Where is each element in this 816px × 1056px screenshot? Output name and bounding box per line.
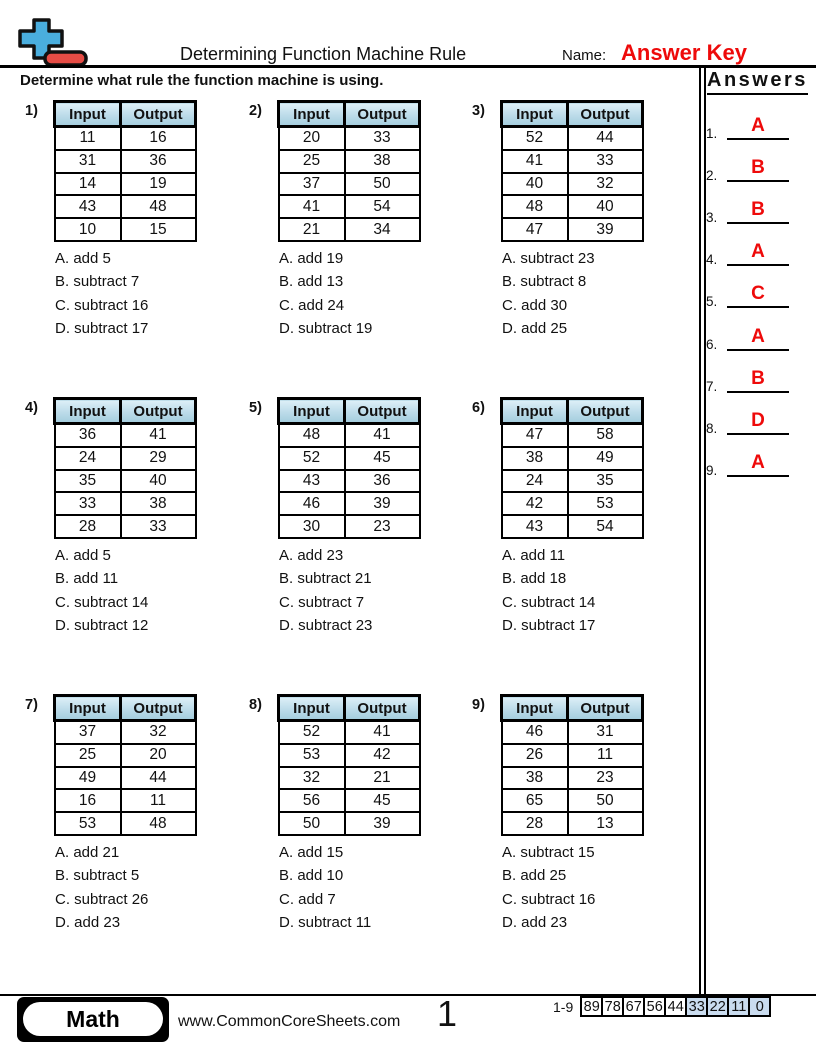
answer-letter: A bbox=[751, 241, 765, 263]
input-value: 53 bbox=[55, 812, 121, 835]
choice-option: A. add 5 bbox=[55, 249, 111, 267]
input-value: 48 bbox=[502, 195, 568, 218]
choice-option: D. subtract 19 bbox=[279, 319, 373, 337]
output-value: 39 bbox=[345, 812, 420, 835]
table-row bbox=[279, 744, 420, 767]
input-column-header: Input bbox=[502, 102, 568, 127]
problem-4 bbox=[25, 397, 245, 640]
score-cell: 56 bbox=[643, 996, 666, 1017]
choice-option: D. add 25 bbox=[502, 319, 568, 337]
output-value: 50 bbox=[568, 789, 643, 812]
input-value: 14 bbox=[55, 173, 121, 196]
choice-option: B. add 10 bbox=[279, 867, 344, 885]
choice-option: B. subtract 5 bbox=[55, 867, 140, 885]
input-value: 41 bbox=[279, 195, 345, 218]
choice-list bbox=[55, 250, 245, 343]
output-value: 53 bbox=[568, 492, 643, 515]
score-cell: 44 bbox=[664, 996, 687, 1017]
input-value: 24 bbox=[55, 447, 121, 470]
input-value: 32 bbox=[279, 767, 345, 790]
table-row bbox=[279, 424, 420, 447]
table-row bbox=[502, 173, 643, 196]
choice-list bbox=[279, 547, 469, 640]
input-output-table bbox=[277, 397, 421, 539]
table-row bbox=[279, 789, 420, 812]
table-row bbox=[279, 492, 420, 515]
answer-blank-line bbox=[727, 306, 789, 308]
input-value: 24 bbox=[502, 470, 568, 493]
choice-option: D. subtract 12 bbox=[55, 616, 149, 634]
answer-letter: A bbox=[751, 325, 765, 347]
table-row bbox=[279, 812, 420, 835]
instruction-text: Determine what rule the function machine is using. bbox=[20, 72, 384, 89]
answer-item bbox=[703, 228, 798, 268]
problem-2 bbox=[249, 100, 469, 343]
subject-badge-pill bbox=[23, 1002, 163, 1036]
choice-option: C. add 30 bbox=[502, 296, 568, 314]
output-value: 54 bbox=[568, 515, 643, 538]
table-row bbox=[502, 195, 643, 218]
choice-option: D. subtract 11 bbox=[279, 913, 372, 931]
table-header-row bbox=[502, 696, 643, 721]
choice-option: A. add 19 bbox=[279, 249, 344, 267]
output-value: 36 bbox=[121, 150, 196, 173]
input-value: 56 bbox=[279, 789, 345, 812]
answer-item bbox=[703, 270, 798, 310]
answer-item bbox=[703, 355, 798, 395]
answer-item-number: 8. bbox=[706, 420, 718, 436]
table-row bbox=[502, 812, 643, 835]
table-row bbox=[55, 424, 196, 447]
choice-list bbox=[502, 844, 692, 937]
choice-option: A. add 5 bbox=[55, 546, 111, 564]
input-column-header: Input bbox=[279, 399, 345, 424]
problem-number: 7) bbox=[25, 697, 38, 713]
input-value: 26 bbox=[502, 744, 568, 767]
output-value: 36 bbox=[345, 470, 420, 493]
output-value: 20 bbox=[121, 744, 196, 767]
answer-blank-line bbox=[727, 138, 789, 140]
answer-item-number: 6. bbox=[706, 336, 718, 352]
score-cell: 78 bbox=[601, 996, 624, 1017]
answer-letter: C bbox=[751, 283, 765, 305]
table-row bbox=[279, 150, 420, 173]
answer-item-number: 3. bbox=[706, 210, 718, 226]
answer-blank-line bbox=[727, 264, 789, 266]
answer-item-number: 4. bbox=[706, 252, 718, 268]
answer-letter: A bbox=[751, 451, 765, 473]
input-value: 36 bbox=[55, 424, 121, 447]
answer-item bbox=[703, 102, 798, 142]
score-strip bbox=[553, 996, 771, 1017]
problem-number: 3) bbox=[472, 103, 485, 119]
score-cell: 67 bbox=[622, 996, 645, 1017]
input-value: 30 bbox=[279, 515, 345, 538]
table-row bbox=[55, 721, 196, 744]
output-value: 48 bbox=[121, 195, 196, 218]
input-value: 16 bbox=[55, 789, 121, 812]
score-cells bbox=[582, 996, 771, 1017]
choice-option: A. subtract 15 bbox=[502, 843, 595, 861]
input-value: 46 bbox=[279, 492, 345, 515]
table-row bbox=[279, 195, 420, 218]
table-row bbox=[279, 447, 420, 470]
choice-option: B. subtract 8 bbox=[502, 273, 587, 291]
table-row bbox=[502, 789, 643, 812]
page-title: Determining Function Machine Rule bbox=[180, 44, 467, 64]
problem-8 bbox=[249, 694, 469, 937]
input-value: 49 bbox=[55, 767, 121, 790]
answer-item bbox=[703, 439, 798, 479]
problem-5 bbox=[249, 397, 469, 640]
choice-option: B. add 25 bbox=[502, 867, 567, 885]
output-value: 34 bbox=[345, 218, 420, 241]
score-cell: 11 bbox=[727, 996, 750, 1017]
output-value: 45 bbox=[345, 447, 420, 470]
input-value: 53 bbox=[279, 744, 345, 767]
choice-option: D. add 23 bbox=[55, 913, 121, 931]
choice-option: C. subtract 16 bbox=[502, 890, 596, 908]
output-value: 41 bbox=[121, 424, 196, 447]
table-row bbox=[502, 218, 643, 241]
problem-9 bbox=[472, 694, 692, 937]
choice-option: B. add 13 bbox=[279, 273, 344, 291]
choice-option: B. add 18 bbox=[502, 570, 567, 588]
output-value: 21 bbox=[345, 767, 420, 790]
input-value: 20 bbox=[279, 127, 345, 150]
input-value: 28 bbox=[55, 515, 121, 538]
problem-3 bbox=[472, 100, 692, 343]
input-column-header: Input bbox=[502, 399, 568, 424]
plus-minus-icon bbox=[18, 18, 94, 70]
score-range-label: 1-9 bbox=[553, 998, 574, 1015]
table-row bbox=[55, 173, 196, 196]
answer-blank-line bbox=[727, 349, 789, 351]
table-row bbox=[55, 492, 196, 515]
table-row bbox=[279, 721, 420, 744]
answer-item bbox=[703, 144, 798, 184]
answer-item-number: 7. bbox=[706, 378, 718, 394]
input-column-header: Input bbox=[55, 696, 121, 721]
table-row bbox=[502, 744, 643, 767]
output-value: 44 bbox=[121, 767, 196, 790]
answer-letter: D bbox=[751, 409, 765, 431]
output-value: 58 bbox=[568, 424, 643, 447]
problem-number: 4) bbox=[25, 400, 38, 416]
problem-7 bbox=[25, 694, 245, 937]
choice-option: D. subtract 17 bbox=[502, 616, 596, 634]
input-value: 37 bbox=[55, 721, 121, 744]
choice-option: C. subtract 7 bbox=[279, 593, 365, 611]
output-value: 11 bbox=[121, 789, 196, 812]
input-value: 38 bbox=[502, 447, 568, 470]
output-value: 13 bbox=[568, 812, 643, 835]
output-column-header: Output bbox=[121, 102, 196, 127]
problem-number: 5) bbox=[249, 400, 262, 416]
problem-number: 2) bbox=[249, 103, 262, 119]
input-value: 50 bbox=[279, 812, 345, 835]
answer-item-number: 1. bbox=[706, 126, 718, 141]
table-row bbox=[502, 127, 643, 150]
table-row bbox=[502, 424, 643, 447]
score-cell: 33 bbox=[685, 996, 708, 1017]
input-output-table bbox=[500, 100, 644, 242]
output-value: 39 bbox=[568, 218, 643, 241]
table-row bbox=[55, 789, 196, 812]
answer-letter: B bbox=[751, 157, 765, 179]
output-value: 45 bbox=[345, 789, 420, 812]
table-header-row bbox=[279, 102, 420, 127]
answer-item-number: 2. bbox=[706, 168, 718, 184]
input-column-header: Input bbox=[55, 399, 121, 424]
header-divider-line bbox=[0, 65, 816, 68]
answer-item bbox=[703, 313, 798, 353]
choice-option: B. subtract 21 bbox=[279, 570, 372, 588]
output-value: 11 bbox=[568, 744, 643, 767]
answer-item-number: 5. bbox=[706, 294, 718, 310]
output-value: 33 bbox=[568, 150, 643, 173]
choice-option: A. add 21 bbox=[55, 843, 120, 861]
input-output-table bbox=[53, 100, 197, 242]
output-value: 54 bbox=[345, 195, 420, 218]
answer-letter: A bbox=[751, 115, 765, 136]
input-output-table bbox=[53, 397, 197, 539]
table-row bbox=[55, 127, 196, 150]
website-url: www.CommonCoreSheets.com bbox=[178, 1013, 401, 1030]
input-value: 43 bbox=[279, 470, 345, 493]
table-row bbox=[502, 470, 643, 493]
output-value: 33 bbox=[121, 515, 196, 538]
score-cell: 22 bbox=[706, 996, 729, 1017]
choice-option: B. add 11 bbox=[55, 570, 119, 588]
table-row bbox=[55, 447, 196, 470]
table-header-row bbox=[55, 399, 196, 424]
choice-option: C. subtract 14 bbox=[502, 593, 596, 611]
input-value: 47 bbox=[502, 218, 568, 241]
input-value: 46 bbox=[502, 721, 568, 744]
answer-blank-line bbox=[727, 391, 789, 393]
table-row bbox=[55, 195, 196, 218]
input-value: 33 bbox=[55, 492, 121, 515]
choice-list bbox=[502, 250, 692, 343]
output-value: 23 bbox=[345, 515, 420, 538]
table-row bbox=[279, 173, 420, 196]
output-value: 49 bbox=[568, 447, 643, 470]
input-output-table bbox=[53, 694, 197, 836]
answer-blank-line bbox=[727, 222, 789, 224]
problem-number: 1) bbox=[25, 103, 38, 119]
output-column-header: Output bbox=[345, 399, 420, 424]
output-value: 29 bbox=[121, 447, 196, 470]
choice-option: A. add 23 bbox=[279, 546, 344, 564]
output-value: 15 bbox=[121, 218, 196, 241]
output-value: 50 bbox=[345, 173, 420, 196]
input-column-header: Input bbox=[279, 696, 345, 721]
choice-list bbox=[55, 844, 245, 937]
table-row bbox=[55, 767, 196, 790]
input-value: 43 bbox=[502, 515, 568, 538]
output-value: 38 bbox=[121, 492, 196, 515]
input-value: 25 bbox=[279, 150, 345, 173]
output-column-header: Output bbox=[121, 399, 196, 424]
output-column-header: Output bbox=[121, 696, 196, 721]
output-value: 23 bbox=[568, 767, 643, 790]
input-value: 52 bbox=[279, 447, 345, 470]
output-column-header: Output bbox=[568, 399, 643, 424]
input-value: 48 bbox=[279, 424, 345, 447]
table-row bbox=[502, 447, 643, 470]
input-output-table bbox=[277, 694, 421, 836]
answer-item bbox=[703, 397, 798, 437]
output-value: 41 bbox=[345, 424, 420, 447]
output-value: 31 bbox=[568, 721, 643, 744]
output-value: 44 bbox=[568, 127, 643, 150]
input-output-table bbox=[500, 397, 644, 539]
output-value: 38 bbox=[345, 150, 420, 173]
output-value: 16 bbox=[121, 127, 196, 150]
table-row bbox=[279, 767, 420, 790]
table-row bbox=[279, 470, 420, 493]
input-value: 28 bbox=[502, 812, 568, 835]
output-column-header: Output bbox=[568, 102, 643, 127]
output-column-header: Output bbox=[345, 102, 420, 127]
input-value: 38 bbox=[502, 767, 568, 790]
choice-option: A. add 11 bbox=[502, 546, 566, 564]
choice-list bbox=[55, 547, 245, 640]
choice-option: C. subtract 14 bbox=[55, 593, 149, 611]
choice-option: D. add 23 bbox=[502, 913, 568, 931]
table-row bbox=[279, 127, 420, 150]
choice-option: A. subtract 23 bbox=[502, 249, 595, 267]
output-column-header: Output bbox=[345, 696, 420, 721]
output-value: 19 bbox=[121, 173, 196, 196]
subject-label: Math bbox=[66, 1005, 120, 1032]
answers-panel-title: Answers bbox=[707, 69, 808, 95]
choice-option: B. subtract 7 bbox=[55, 273, 140, 291]
name-label: Name: bbox=[562, 47, 607, 64]
output-value: 41 bbox=[345, 721, 420, 744]
output-value: 32 bbox=[568, 173, 643, 196]
table-row bbox=[502, 721, 643, 744]
problem-number: 8) bbox=[249, 697, 262, 713]
table-header-row bbox=[502, 102, 643, 127]
choice-list bbox=[279, 844, 469, 937]
answer-letter: B bbox=[751, 199, 765, 221]
input-value: 52 bbox=[502, 127, 568, 150]
table-row bbox=[502, 767, 643, 790]
input-output-table bbox=[500, 694, 644, 836]
table-header-row bbox=[55, 696, 196, 721]
problem-6 bbox=[472, 397, 692, 640]
table-row bbox=[502, 150, 643, 173]
output-value: 39 bbox=[345, 492, 420, 515]
table-row bbox=[55, 812, 196, 835]
table-row bbox=[279, 515, 420, 538]
table-row bbox=[55, 515, 196, 538]
input-column-header: Input bbox=[502, 696, 568, 721]
input-value: 31 bbox=[55, 150, 121, 173]
input-value: 43 bbox=[55, 195, 121, 218]
input-value: 21 bbox=[279, 218, 345, 241]
input-value: 37 bbox=[279, 173, 345, 196]
input-value: 10 bbox=[55, 218, 121, 241]
answer-blank-line bbox=[727, 433, 789, 435]
output-value: 40 bbox=[121, 470, 196, 493]
choice-list bbox=[502, 547, 692, 640]
answer-blank-line bbox=[727, 475, 789, 477]
score-cell: 0 bbox=[748, 996, 771, 1017]
table-row bbox=[502, 515, 643, 538]
choice-option: C. subtract 16 bbox=[55, 296, 149, 314]
choice-option: D. subtract 23 bbox=[279, 616, 373, 634]
choice-option: A. add 15 bbox=[279, 843, 344, 861]
table-row bbox=[55, 150, 196, 173]
input-value: 52 bbox=[279, 721, 345, 744]
table-header-row bbox=[279, 696, 420, 721]
choice-list bbox=[279, 250, 469, 343]
output-value: 35 bbox=[568, 470, 643, 493]
input-value: 35 bbox=[55, 470, 121, 493]
input-output-table bbox=[277, 100, 421, 242]
input-value: 40 bbox=[502, 173, 568, 196]
choice-option: C. add 24 bbox=[279, 296, 345, 314]
input-value: 25 bbox=[55, 744, 121, 767]
output-value: 33 bbox=[345, 127, 420, 150]
answer-letter: B bbox=[751, 367, 765, 389]
output-value: 42 bbox=[345, 744, 420, 767]
problem-number: 6) bbox=[472, 400, 485, 416]
table-row bbox=[279, 218, 420, 241]
name-value-answer-key: Answer Key bbox=[621, 40, 747, 65]
table-header-row bbox=[502, 399, 643, 424]
output-value: 40 bbox=[568, 195, 643, 218]
choice-option: D. subtract 17 bbox=[55, 319, 149, 337]
input-value: 42 bbox=[502, 492, 568, 515]
table-row bbox=[502, 492, 643, 515]
input-column-header: Input bbox=[279, 102, 345, 127]
input-value: 65 bbox=[502, 789, 568, 812]
choice-option: C. subtract 26 bbox=[55, 890, 149, 908]
output-value: 32 bbox=[121, 721, 196, 744]
input-value: 47 bbox=[502, 424, 568, 447]
answer-item-number: 9. bbox=[706, 462, 718, 478]
output-value: 48 bbox=[121, 812, 196, 835]
output-column-header: Output bbox=[568, 696, 643, 721]
table-header-row bbox=[279, 399, 420, 424]
input-value: 11 bbox=[55, 127, 121, 150]
table-row bbox=[55, 470, 196, 493]
answer-blank-line bbox=[727, 180, 789, 182]
table-row bbox=[55, 218, 196, 241]
input-column-header: Input bbox=[55, 102, 121, 127]
problem-1 bbox=[25, 100, 245, 343]
table-row bbox=[55, 744, 196, 767]
score-cell: 89 bbox=[580, 996, 603, 1017]
choice-option: C. add 7 bbox=[279, 890, 336, 908]
table-header-row bbox=[55, 102, 196, 127]
input-value: 41 bbox=[502, 150, 568, 173]
subject-badge bbox=[17, 997, 169, 1042]
answer-item bbox=[703, 186, 798, 226]
problem-number: 9) bbox=[472, 697, 485, 713]
page-number: 1 bbox=[436, 993, 458, 1034]
